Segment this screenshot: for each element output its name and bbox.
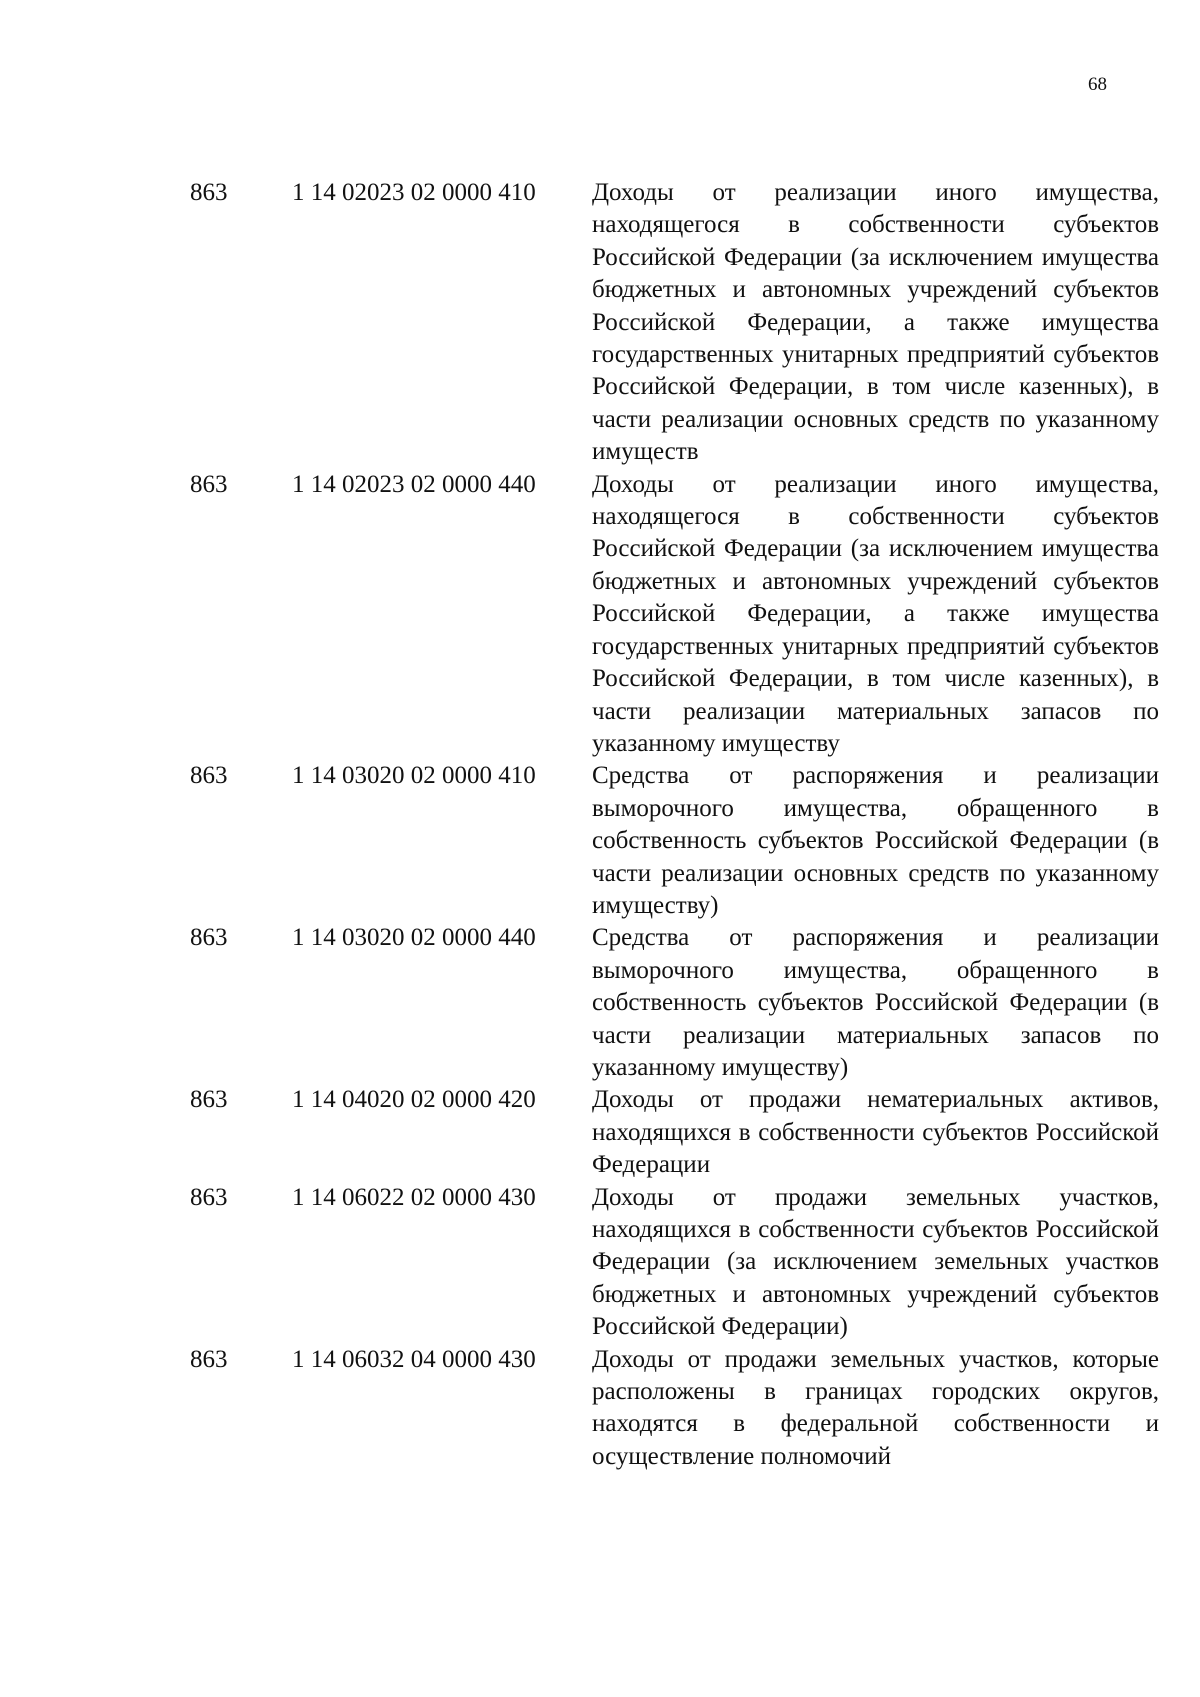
admin-code: 863: [190, 470, 228, 498]
table-row: [0, 1084, 1200, 1181]
table-row: [0, 469, 1200, 761]
kbk-code: 1 14 06022 02 0000 430: [292, 1183, 536, 1211]
admin-code: 863: [190, 924, 228, 952]
income-description: Доходы от продажи земельных участков, находящихся в собственности субъектов Российской Федерации (за исключением земельных участков бюджетных и автономных учреждений субъектов Российской Федерации): [592, 1183, 1159, 1341]
income-description: Доходы от продажи земельных участков, которые расположены в границах городских округов, находятся в федеральной собственности и осуществление полномочий: [592, 1345, 1159, 1470]
kbk-code: 1 14 02023 02 0000 410: [292, 179, 536, 206]
table-row: [0, 1182, 1200, 1344]
income-description: Доходы от реализации иного имущества, находящегося в собственности субъектов Российской Федерации (за исключением имущества бюджетных и автономных учреждений субъектов Российской Федерации, а также имущества государственных унитарных предприятий субъектов Российской Федерации, в том числе казенных), в части реализации основных средств по указанному имуществ: [592, 179, 1159, 466]
kbk-code: 1 14 03020 02 0000 440: [292, 924, 536, 952]
table-row: [0, 1344, 1200, 1474]
income-description: Средства от распоряжения и реализации выморочного имущества, обращенного в собственность субъектов Российской Федерации (в части реализации материальных запасов по указанному имуществу): [592, 924, 1159, 1081]
page-number: 68: [1088, 74, 1107, 95]
table-row: [0, 922, 1200, 1084]
kbk-code: 1 14 03020 02 0000 410: [292, 762, 536, 790]
income-description: Средства от распоряжения и реализации выморочного имущества, обращенного в собственность субъектов Российской Федерации (в части реализации основных средств по указанному имуществу): [592, 762, 1159, 919]
admin-code: 863: [190, 762, 228, 790]
income-description: Доходы от реализации иного имущества, находящегося в собственности субъектов Российской Федерации (за исключением имущества бюджетных и автономных учреждений субъектов Российской Федерации, а также имущества государственных унитарных предприятий субъектов Российской Федерации, в том числе казенных), в части реализации материальных запасов по указанному имуществу: [592, 470, 1159, 757]
income-description: Доходы от продажи нематериальных активов, находящихся в собственности субъектов Российской Федерации: [592, 1086, 1159, 1179]
kbk-code: 1 14 04020 02 0000 420: [292, 1086, 536, 1114]
kbk-code: 1 14 02023 02 0000 440: [292, 470, 536, 498]
admin-code: 863: [190, 179, 228, 206]
admin-code: 863: [190, 1183, 228, 1211]
table-row: [0, 177, 1200, 469]
table-row: [0, 760, 1200, 922]
admin-code: 863: [190, 1086, 228, 1114]
admin-code: 863: [190, 1345, 228, 1373]
kbk-code: 1 14 06032 04 0000 430: [292, 1345, 536, 1373]
income-codes-table: [0, 177, 1200, 1473]
